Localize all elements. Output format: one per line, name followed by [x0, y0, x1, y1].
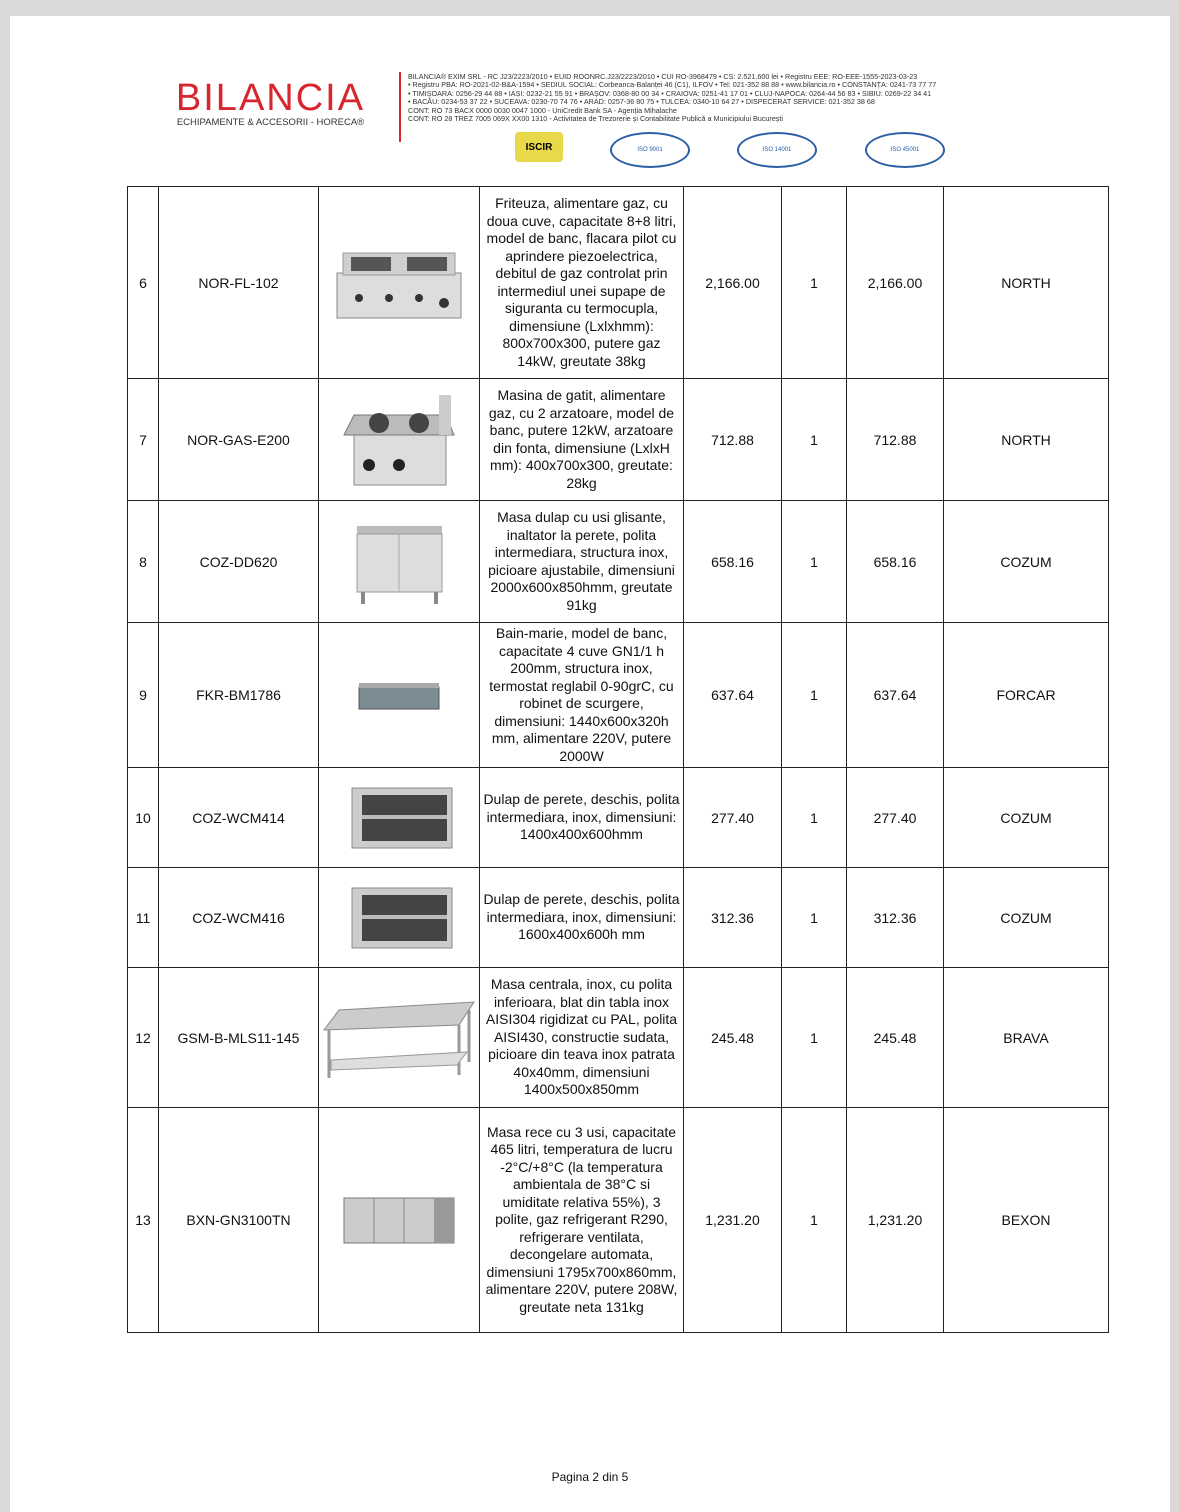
product-image: [319, 968, 480, 1108]
brand: BEXON: [944, 1108, 1109, 1333]
unit-price: 312.36: [684, 868, 782, 968]
item-number: 8: [128, 501, 159, 623]
product-code: NOR-GAS-E200: [159, 379, 319, 501]
unit-price: 277.40: [684, 768, 782, 868]
quantity: 1: [782, 187, 847, 379]
product-code: FKR-BM1786: [159, 623, 319, 768]
quantity: 1: [782, 768, 847, 868]
product-image: [319, 623, 480, 768]
product-description: Masa rece cu 3 usi, capacitate 465 litri, temperatura de lucru -2°C/+8°C (la temperatura ambientala de 38°C si umiditate relativa 55%), 3 polite, gaz refrigerant R290, refrigerare ventilata, decongelare automata, dimensiuni 1795x700x860mm, alimentare 220V, putere 208W, greutate neta 131kg: [480, 1108, 684, 1333]
cert-label: ISCIR: [515, 132, 563, 162]
quantity: 1: [782, 968, 847, 1108]
unit-price: 658.16: [684, 501, 782, 623]
line-total: 277.40: [847, 768, 944, 868]
product-image: [319, 379, 480, 501]
unit-price: 245.48: [684, 968, 782, 1108]
brand: NORTH: [944, 187, 1109, 379]
line-total: 312.36: [847, 868, 944, 968]
product-image: [319, 868, 480, 968]
brand: COZUM: [944, 501, 1109, 623]
table-row: [128, 768, 1109, 868]
unit-price: 637.64: [684, 623, 782, 768]
product-code: NOR-FL-102: [159, 187, 319, 379]
table-row: [128, 968, 1109, 1108]
info-line: CONT: RO 28 TREZ 7005 069X XX00 1310 - Activitatea de Trezorerie și Contabilitate Publică a Municipiului București: [408, 114, 783, 124]
product-description: Friteuza, alimentare gaz, cu doua cuve, capacitate 8+8 litri, model de banc, flacara pilot cu aprindere piezoelectrica, debitul de gaz controlat prin intermediul unei supape de siguranta cu termocupla, dimensiune (Lxlxhmm): 800x700x300, putere gaz 14kW, greutate 38kg: [480, 187, 684, 379]
products-table: [127, 186, 1109, 1333]
product-image: [319, 187, 480, 379]
cert-label: ISO 45001: [865, 132, 945, 168]
info-line: • BACĂU: 0234-53 37 22 • SUCEAVA: 0230-70 74 76 • ARAD: 0257-36 80 75 • TULCEA: 0340-10 64 27 • DISPECERAT SERVICE: 021-352 38 68: [408, 97, 875, 107]
line-total: 658.16: [847, 501, 944, 623]
unit-price: 1,231.20: [684, 1108, 782, 1333]
info-line: BILANCIA® EXIM SRL - RC J23/2223/2010 • EUID ROONRC.J23/2223/2010 • CUI RO-3968479 • CS: 2.521.600 lei • Registru EEE: RO-EEE-1555-2023-03-23: [408, 72, 918, 81]
product-description: Masa dulap cu usi glisante, inaltator la perete, polita intermediara, structura inox, picioare ajustabile, dimensiuni 2000x600x850hmm, greutate 91kg: [480, 501, 684, 623]
product-code: BXN-GN3100TN: [159, 1108, 319, 1333]
info-line: CONT: RO 73 BACX 0000 0030 0047 1000 - UniCredit Bank SA - Agenția Mihalache: [408, 105, 677, 115]
table-row: [128, 623, 1109, 768]
product-image: [319, 501, 480, 623]
product-code: GSM-B-MLS11-145: [159, 968, 319, 1108]
quantity: 1: [782, 1108, 847, 1333]
table-row: [128, 1108, 1109, 1333]
page-number: Pagina 2 din 5: [551, 1470, 629, 1484]
item-number: 9: [128, 623, 159, 768]
line-total: 245.48: [847, 968, 944, 1108]
document-page: [10, 16, 1170, 1512]
company-info: [408, 73, 1108, 123]
table-row: [128, 501, 1109, 623]
item-number: 12: [128, 968, 159, 1108]
cert-label: ISO 14001: [737, 132, 817, 168]
certification-badge: [610, 132, 690, 168]
quantity: 1: [782, 501, 847, 623]
brand: BRAVA: [944, 968, 1109, 1108]
brand: COZUM: [944, 868, 1109, 968]
unit-price: 2,166.00: [684, 187, 782, 379]
header-divider: [399, 72, 401, 142]
product-image: [319, 1108, 480, 1333]
item-number: 10: [128, 768, 159, 868]
table-row: [128, 868, 1109, 968]
product-code: COZ-WCM416: [159, 868, 319, 968]
product-image: [319, 768, 480, 868]
quantity: 1: [782, 623, 847, 768]
product-code: COZ-DD620: [159, 501, 319, 623]
brand: FORCAR: [944, 623, 1109, 768]
logo-tagline: ECHIPAMENTE & ACCESORII - HORECA®: [176, 117, 365, 128]
line-total: 2,166.00: [847, 187, 944, 379]
bilancia-logo: [148, 77, 393, 128]
item-number: 7: [128, 379, 159, 501]
product-description: Dulap de perete, deschis, polita intermediara, inox, dimensiuni: 1600x400x600h mm: [480, 868, 684, 968]
item-number: 11: [128, 868, 159, 968]
info-line: • TIMIȘOARA: 0256-29 44 88 • IAȘI: 0232-21 55 91 • BRAȘOV: 0368-80 00 34 • CRAIOVA: 0251-41 17 01 • CLUJ-NAPOCA: 0264-44 56 83 • SIBIU: 0269-22 34 41: [408, 88, 932, 98]
table-row: [128, 379, 1109, 501]
line-total: 637.64: [847, 623, 944, 768]
product-code: COZ-WCM414: [159, 768, 319, 868]
product-description: Masina de gatit, alimentare gaz, cu 2 arzatoare, model de banc, putere 12kW, arzatoare din fonta, dimensiune (LxlxH mm): 400x700x300, greutate: 28kg: [480, 379, 684, 501]
cert-label: ISO 9001: [610, 132, 690, 168]
table-row: [128, 187, 1109, 379]
logo-name: BILANCIA: [175, 77, 366, 119]
certification-badge: [865, 132, 945, 168]
certification-badge: [737, 132, 817, 168]
brand: COZUM: [944, 768, 1109, 868]
info-line: • Registru PBA: RO-2021-02-B&A-1594 • SEDIUL SOCIAL: Corbeanca-Balanței 46 (C1), ILFOV • Tel: 021-352 88 88 • www.bilancia.ro • CONSTANȚA: 0241-73 77 77: [408, 80, 937, 90]
product-description: Bain-marie, model de banc, capacitate 4 cuve GN1/1 h 200mm, structura inox, termostat reglabil 0-90grC, cu robinet de scurgere, dimensiuni: 1440x600x320h mm, alimentare 220V, putere 2000W: [480, 623, 684, 768]
item-number: 6: [128, 187, 159, 379]
line-total: 712.88: [847, 379, 944, 501]
quantity: 1: [782, 868, 847, 968]
line-total: 1,231.20: [847, 1108, 944, 1333]
unit-price: 712.88: [684, 379, 782, 501]
brand: NORTH: [944, 379, 1109, 501]
item-number: 13: [128, 1108, 159, 1333]
quantity: 1: [782, 379, 847, 501]
product-description: Dulap de perete, deschis, polita intermediara, inox, dimensiuni: 1400x400x600hmm: [480, 768, 684, 868]
product-description: Masa centrala, inox, cu polita inferioara, blat din tabla inox AISI304 rigidizat cu PAL, polita AISI430, constructie sudata, picioare din teava inox patrata 40x40mm, dimensiuni 1400x500x850mm: [480, 968, 684, 1108]
certification-badge: [515, 132, 563, 162]
